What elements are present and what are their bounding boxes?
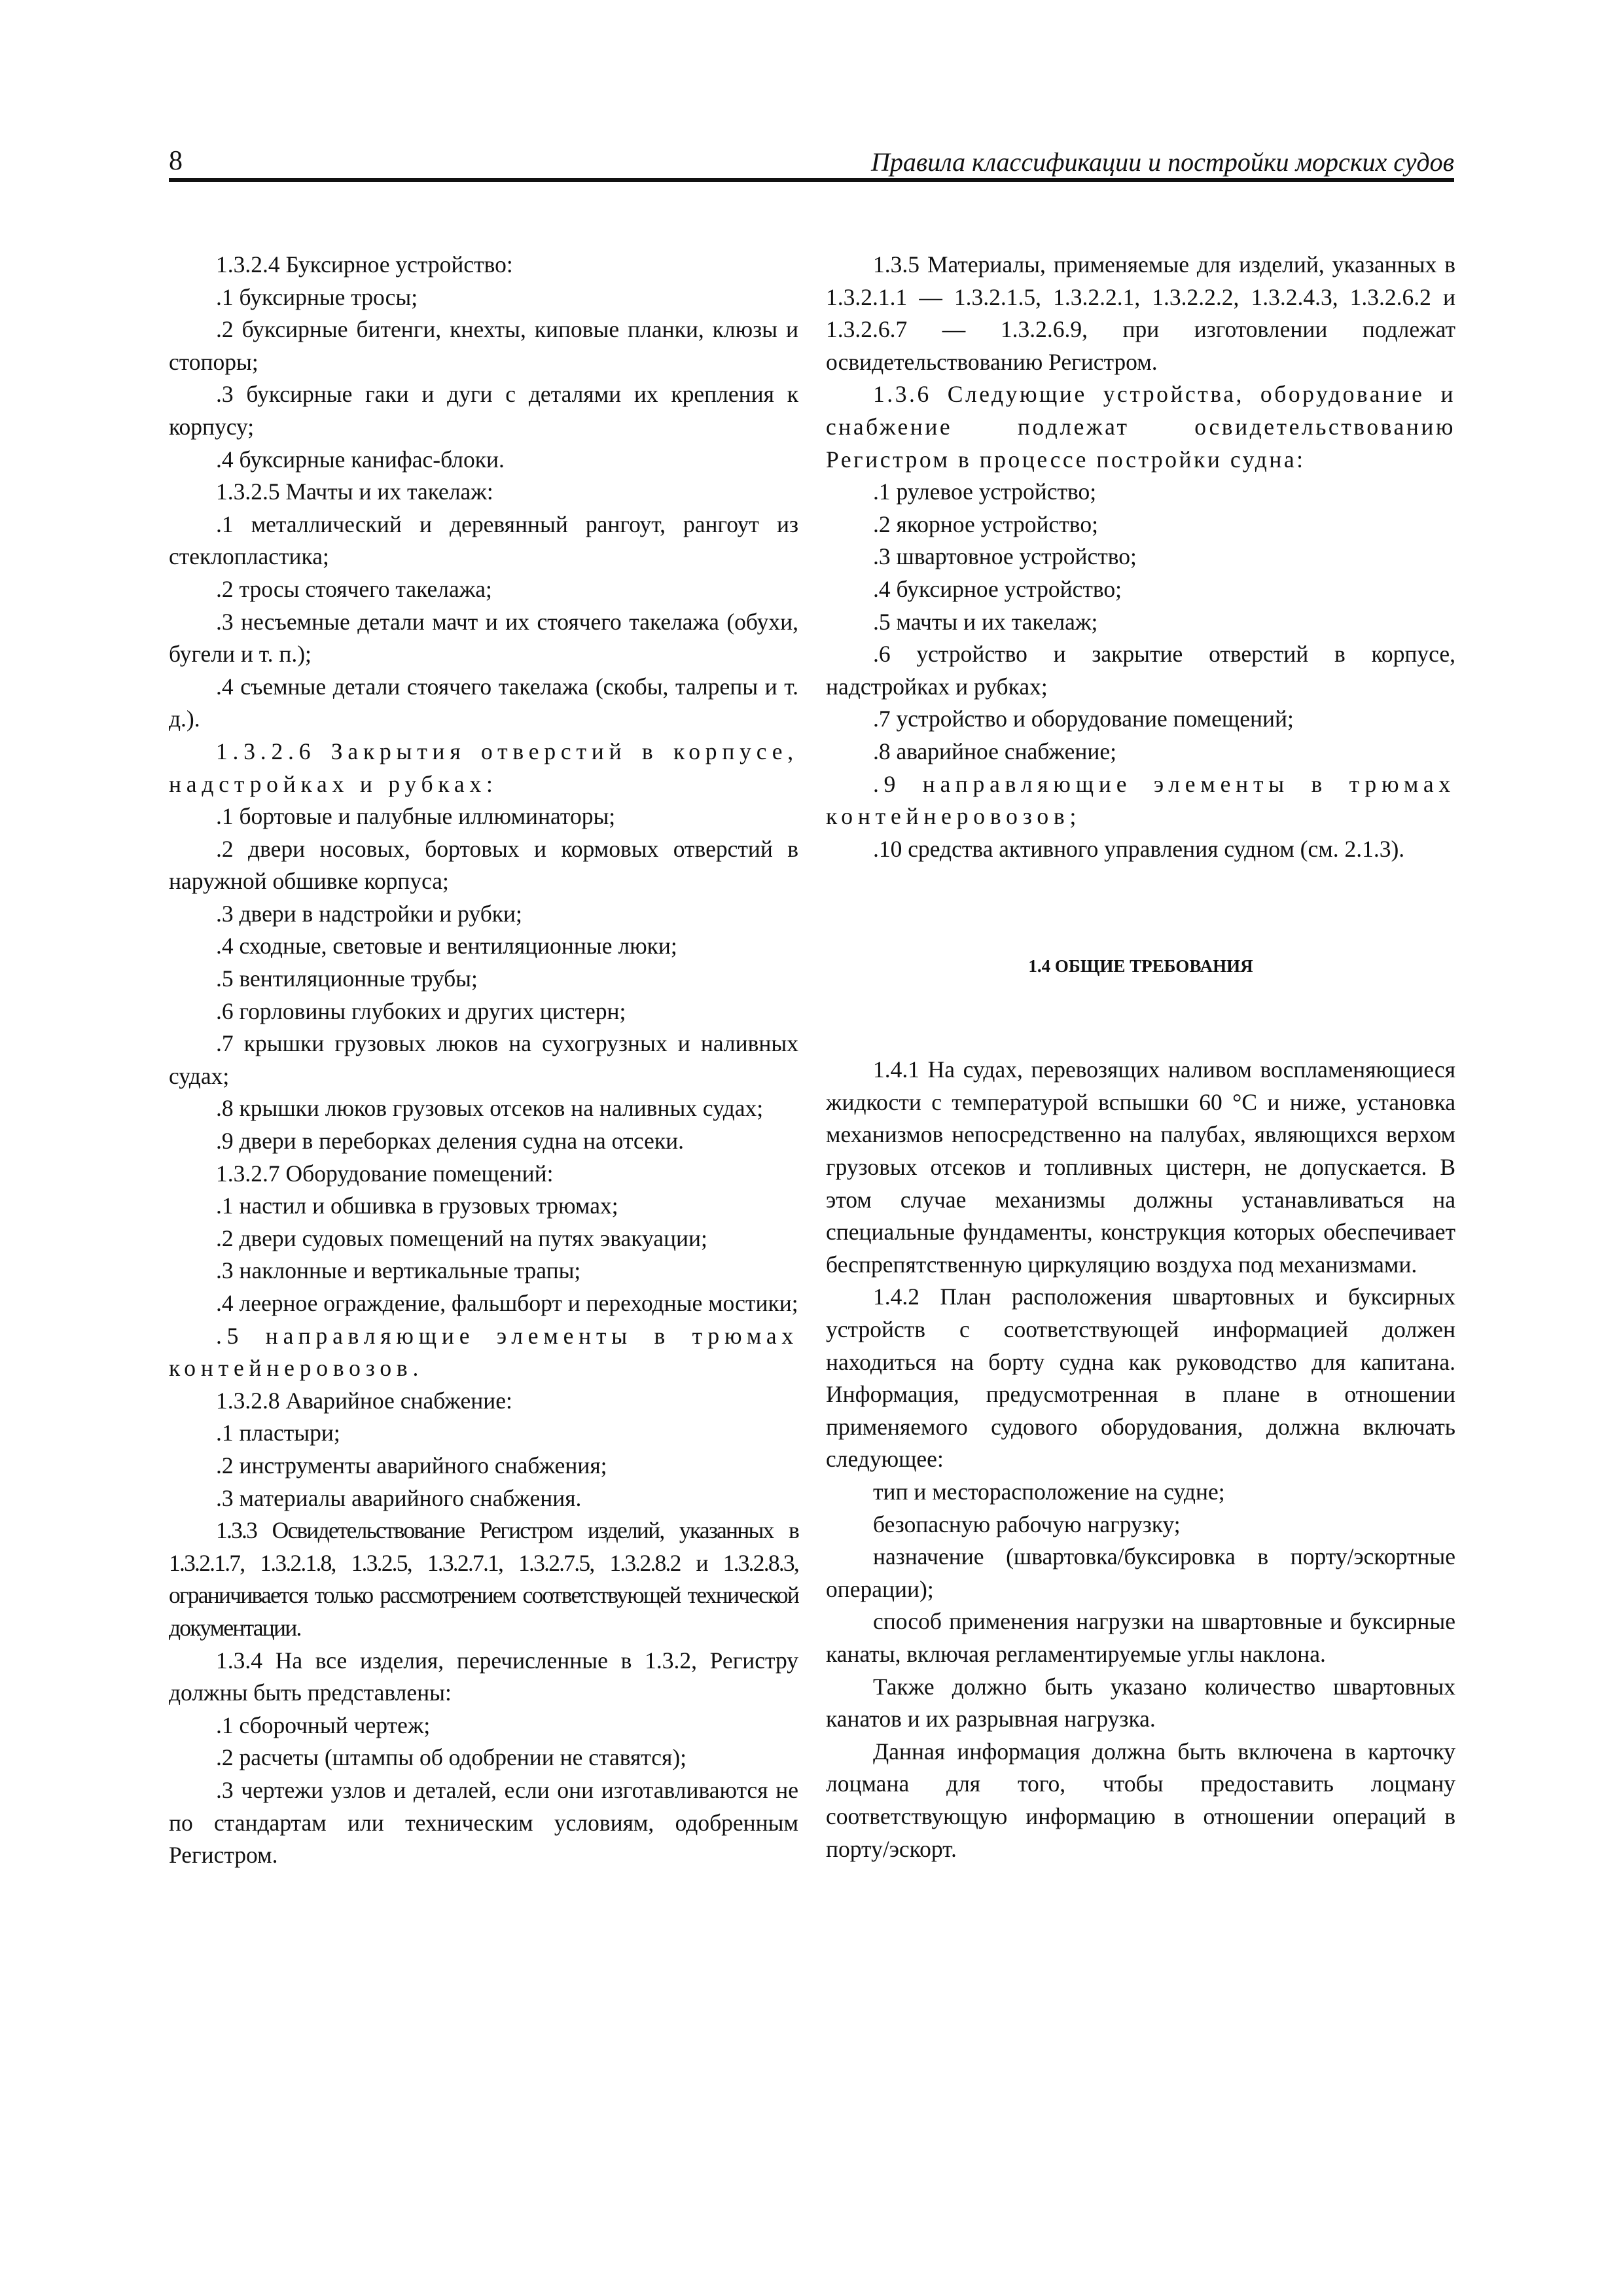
paragraph: 1.3.6 Следующие устройства, оборудование и снабжение подлежат освидетельствованию Регистром в процессе постройки судна: bbox=[826, 381, 1455, 473]
paragraph: 1.3.2.7 Оборудование помещений: bbox=[216, 1160, 554, 1187]
paragraph: .2 расчеты (штампы об одобрении не ставятся); bbox=[216, 1744, 687, 1771]
paragraph: .2 двери судовых помещений на путях эвакуации; bbox=[216, 1225, 707, 1251]
paragraph: .4 буксирное устройство; bbox=[873, 575, 1122, 602]
paragraph: .1 сборочный чертеж; bbox=[216, 1712, 431, 1738]
paragraph: .4 буксирные канифас-блоки. bbox=[216, 446, 505, 473]
paragraph: 1.3.2.6 Закрытия отверстий в корпусе, надстройках и рубках: bbox=[169, 738, 798, 797]
paragraph: 1.4.2 План расположения швартовных и буксирных устройств с соответствующей информацией должен находиться на борту судна как руководство для капитана. Информация, предусмотренная в плане в отношении применяемого судового оборудования, должна включать следующее: bbox=[826, 1283, 1455, 1473]
paragraph: .10 средства активного управления судном (см. 2.1.3). bbox=[873, 835, 1405, 862]
paragraph: .1 пластыри; bbox=[216, 1420, 340, 1446]
paragraph: .5 направляющие элементы в трюмах контейнеровозов. bbox=[169, 1322, 798, 1382]
paragraph: назначение (швартовка/буксировка в порту/эскортные операции); bbox=[826, 1543, 1455, 1602]
paragraph: 1.3.2.4 Буксирное устройство: bbox=[216, 251, 513, 278]
paragraph: .3 буксирные гаки и дуги с деталями их крепления к корпусу; bbox=[169, 381, 798, 440]
paragraph: Данная информация должна быть включена в карточку лоцмана для того, чтобы предоставить лоцману соответствующую информацию в отношении операций в порту/эскорт. bbox=[826, 1738, 1455, 1862]
paragraph: .5 вентиляционные трубы; bbox=[216, 965, 478, 992]
running-title: Правила классификации и постройки морских судов bbox=[870, 147, 1454, 177]
paragraph: .8 аварийное снабжение; bbox=[873, 738, 1116, 764]
paragraph: тип и месторасположение на судне; bbox=[873, 1479, 1225, 1505]
paragraph: 1.4.1 На судах, перевозящих наливом воспламеняющиеся жидкости с температурой вспышки 60 °С и ниже, установка механизмов непосредственно на палубах, являющихся верхом грузовых отсеков и топливных цистерн, не допускается. В этом случае механизмы должны устанавливаться на специальные фундаменты, конструкция которых обеспечивает беспрепятственную циркуляцию воздуха под механизмами. bbox=[826, 1056, 1455, 1278]
paragraph: .3 несъемные детали мачт и их стоячего такелажа (обухи, бугели и т. п.); bbox=[169, 608, 798, 668]
paragraph: .1 буксирные тросы; bbox=[216, 283, 418, 310]
paragraph: .4 съемные детали стоячего такелажа (скобы, талрепы и т. д.). bbox=[169, 673, 798, 732]
paragraph: .7 устройство и оборудование помещений; bbox=[873, 706, 1294, 732]
paragraph: .3 двери в надстройки и рубки; bbox=[216, 900, 522, 927]
paragraph: 1.3.4 На все изделия, перечисленные в 1.3.2, Регистру должны быть представлены: bbox=[169, 1647, 798, 1706]
paragraph: .4 сходные, световые и вентиляционные люки; bbox=[216, 933, 677, 960]
paragraph: 1.3.2.8 Аварийное снабжение: bbox=[216, 1387, 512, 1414]
paragraph: .3 швартовное устройство; bbox=[873, 543, 1137, 570]
paragraph: Также должно быть указано количество швартовных канатов и их разрывная нагрузка. bbox=[826, 1673, 1455, 1732]
paragraph: .9 направляющие элементы в трюмах контейнеровозов; bbox=[826, 770, 1455, 830]
right-column bbox=[826, 249, 1455, 1865]
paragraph: .6 горловины глубоких и других цистерн; bbox=[216, 997, 626, 1024]
paragraph: .1 бортовые и палубные иллюминаторы; bbox=[216, 803, 616, 830]
page-number: 8 bbox=[169, 146, 183, 176]
paragraph: .2 якорное устройство; bbox=[873, 511, 1098, 537]
paragraph: .2 инструменты аварийного снабжения; bbox=[216, 1452, 607, 1479]
paragraph: .1 настил и обшивка в грузовых трюмах; bbox=[216, 1193, 618, 1219]
paragraph: .3 материалы аварийного снабжения. bbox=[216, 1484, 582, 1511]
left-column bbox=[169, 249, 798, 1872]
paragraph: .2 двери носовых, бортовых и кормовых отверстий в наружной обшивке корпуса; bbox=[169, 835, 798, 895]
paragraph: .1 металлический и деревянный рангоут, рангоут из стеклопластика; bbox=[169, 511, 798, 570]
paragraph: .5 мачты и их такелаж; bbox=[873, 608, 1098, 635]
paragraph: .2 тросы стоячего такелажа; bbox=[216, 575, 492, 602]
paragraph: безопасную рабочую нагрузку; bbox=[873, 1511, 1181, 1537]
section-title: 1.4 ОБЩИЕ ТРЕБОВАНИЯ bbox=[1028, 956, 1253, 977]
page-header bbox=[169, 143, 1454, 182]
paragraph: .3 наклонные и вертикальные трапы; bbox=[216, 1257, 581, 1284]
paragraph: .6 устройство и закрытие отверстий в корпусе, надстройках и рубках; bbox=[826, 641, 1455, 700]
paragraph: .2 буксирные битенги, кнехты, киповые планки, клюзы и стопоры; bbox=[169, 316, 798, 375]
paragraph: .3 чертежи узлов и деталей, если они изготавливаются не по стандартам или техническим условиям, одобренным Регистром. bbox=[169, 1776, 798, 1869]
paragraph: 1.3.2.5 Мачты и их такелаж: bbox=[216, 478, 493, 505]
paragraph: .9 двери в переборках деления судна на отсеки. bbox=[216, 1128, 684, 1155]
paragraph: 1.3.5 Материалы, применяемые для изделий, указанных в 1.3.2.1.1 — 1.3.2.1.5, 1.3.2.2.1, 1.3.2.2.2, 1.3.2.4.3, 1.3.2.6.2 и 1.3.2.6.7 — 1.3.2.6.9, при изготовлении подлежат освидетельствованию Регистром. bbox=[826, 251, 1455, 375]
paragraph: 1.3.3 Освидетельствование Регистром изделий, указанных в 1.3.2.1.7, 1.3.2.1.8, 1.3.2.5, 1.3.2.7.1, 1.3.2.7.5, 1.3.2.8.2 и 1.3.2.8.3, ограничивается только рассмотрением соответствующей технической документации. bbox=[169, 1517, 798, 1641]
paragraph: .1 рулевое устройство; bbox=[873, 478, 1097, 505]
paragraph: .8 крышки люков грузовых отсеков на наливных судах; bbox=[216, 1095, 764, 1122]
paragraph: .4 леерное ограждение, фальшборт и переходные мостики; bbox=[216, 1290, 798, 1316]
paragraph: .7 крышки грузовых люков на сухогрузных и наливных судах; bbox=[169, 1030, 798, 1089]
paragraph: способ применения нагрузки на швартовные и буксирные канаты, включая регламентируемые углы наклона. bbox=[826, 1608, 1455, 1667]
